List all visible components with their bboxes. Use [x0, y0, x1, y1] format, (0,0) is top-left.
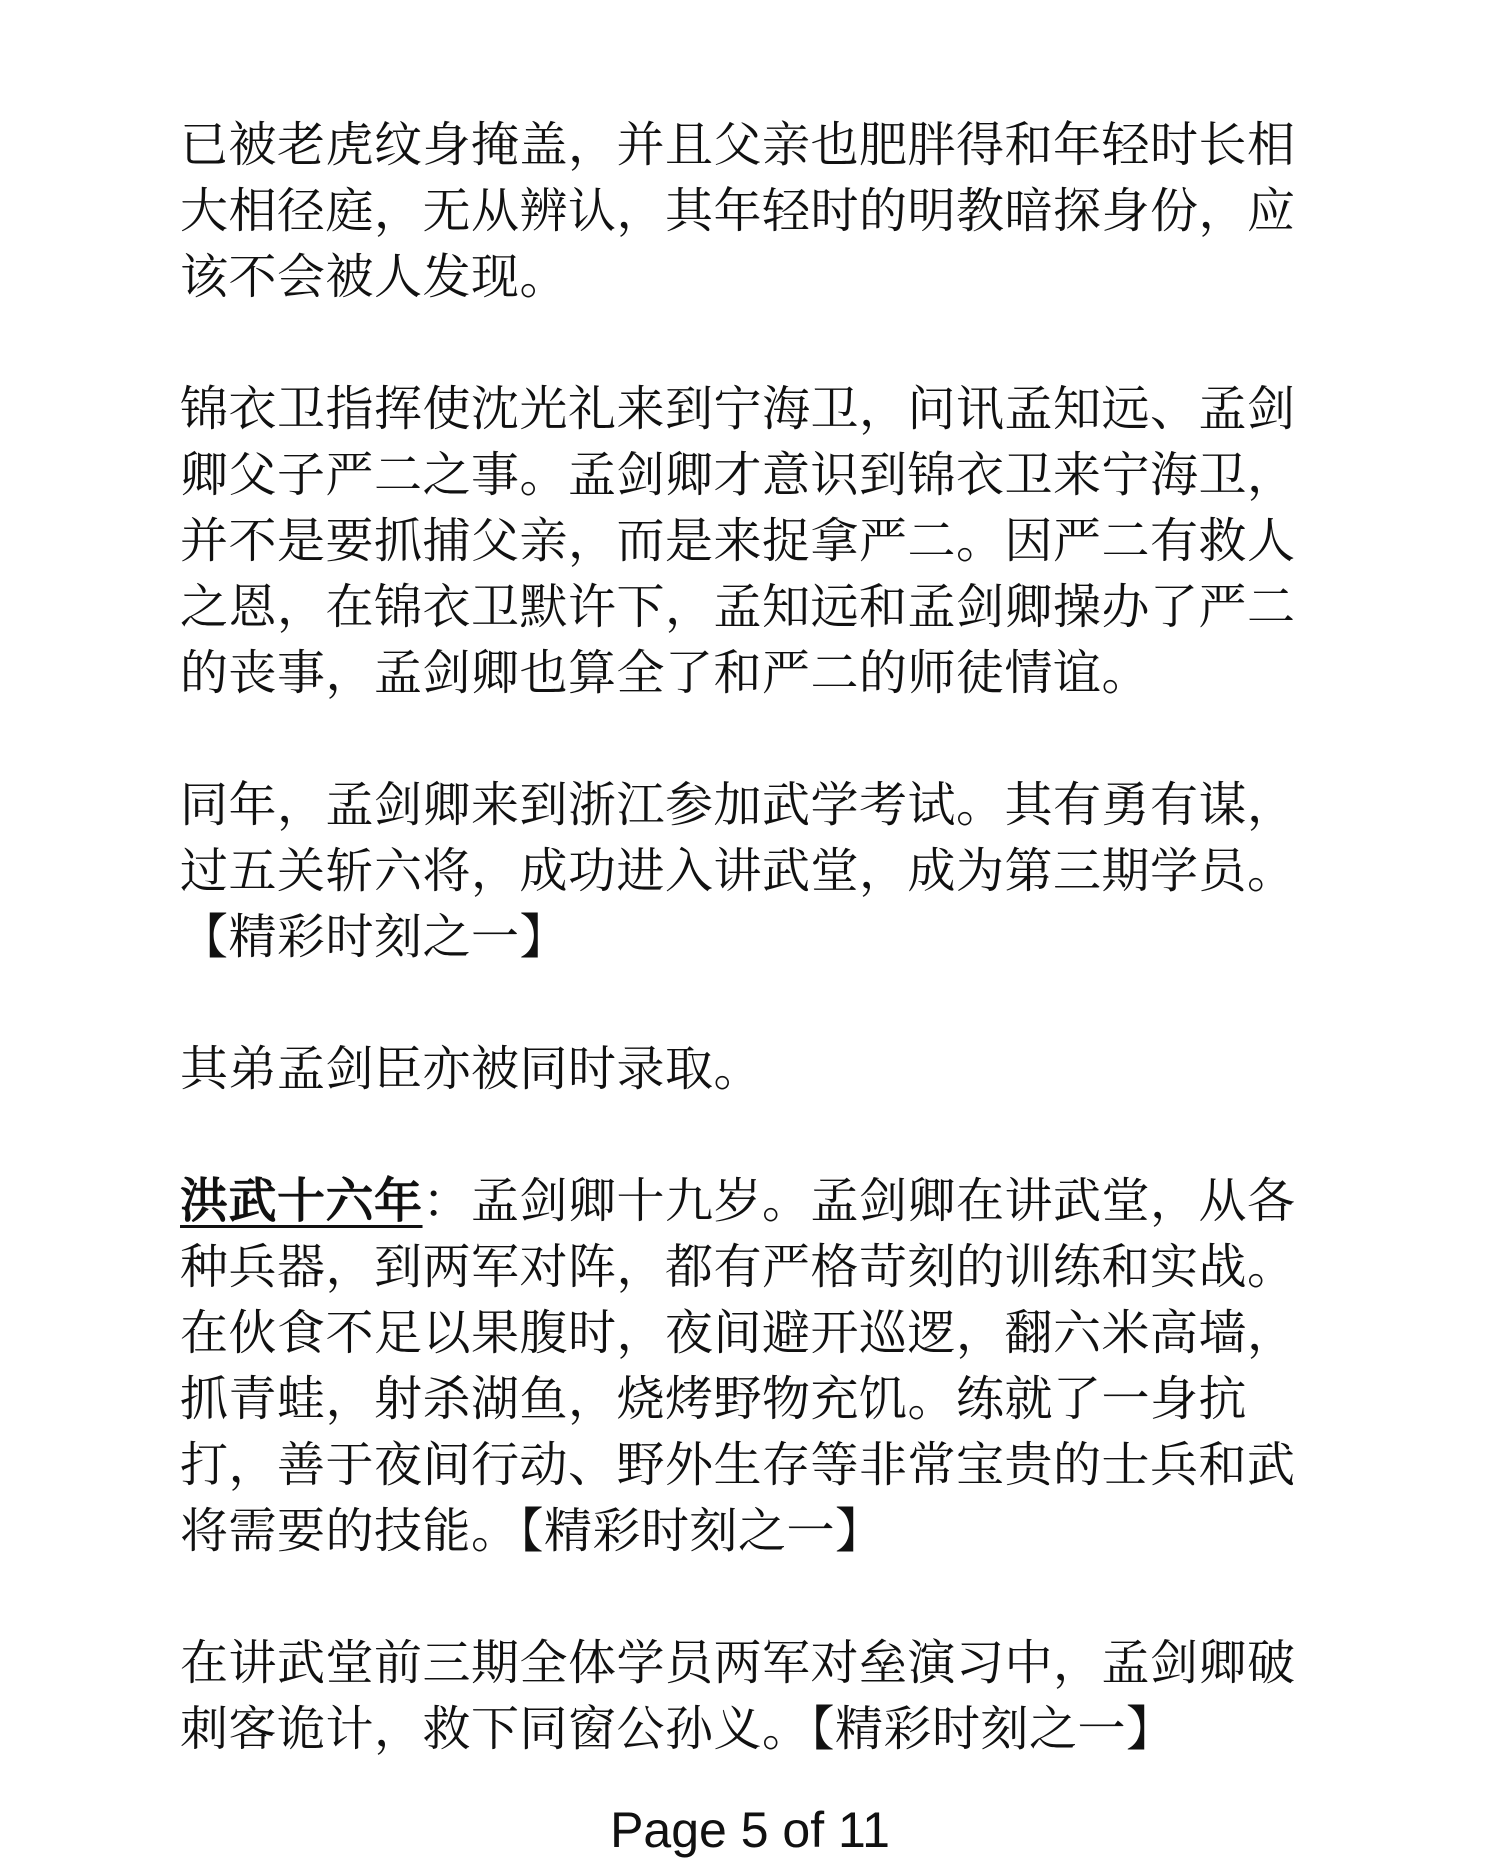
text-line: 锦衣卫指挥使沈光礼来到宁海卫，问讯孟知远、孟剑 — [180, 381, 1296, 437]
text-line: 【精彩时刻之一】 — [180, 909, 569, 965]
page-number: Page 5 of 11 — [610, 1802, 890, 1858]
text-line: 并不是要抓捕父亲，而是来捉拿严二。因严二有救人 — [180, 513, 1296, 569]
text-line: 卿父子严二之事。孟剑卿才意识到锦衣卫来宁海卫， — [180, 447, 1296, 503]
text-line: 刺客诡计，救下同窗公孙义。【精彩时刻之一】 — [180, 1701, 1175, 1757]
text-line: 在讲武堂前三期全体学员两军对垒演习中，孟剑卿破 — [180, 1635, 1296, 1691]
page-body — [180, 112, 1340, 1828]
text-line: 大相径庭，无从辨认，其年轻时的明教暗探身份，应 — [180, 183, 1296, 239]
text-line: 种兵器，到两军对阵，都有严格苛刻的训练和实战。 — [180, 1239, 1296, 1295]
text-line: 的丧事，孟剑卿也算全了和严二的师徒情谊。 — [180, 645, 1151, 701]
text-line: 之恩，在锦衣卫默许下，孟知远和孟剑卿操办了严二 — [180, 579, 1296, 635]
year-label-rest: ：孟剑卿十九岁。孟剑卿在讲武堂，从各 — [422, 1173, 1296, 1229]
text-line: 其弟孟剑臣亦被同时录取。 — [180, 1041, 763, 1097]
text-line: 抓青蛙，射杀湖鱼，烧烤野物充饥。练就了一身抗 — [180, 1371, 1248, 1427]
text-line: 已被老虎纹身掩盖，并且父亲也肥胖得和年轻时长相 — [180, 117, 1296, 173]
text-line: 将需要的技能。【精彩时刻之一】 — [180, 1503, 884, 1559]
text-line: 该不会被人发现。 — [180, 249, 569, 305]
paragraph-brother-admitted — [180, 1036, 1340, 1102]
paragraph-jinyiwei-inquiry — [180, 376, 1340, 706]
year-label: 洪武十六年 — [180, 1173, 423, 1229]
paragraph-tattoo-disguise — [180, 112, 1340, 310]
paragraph-hongwu-16 — [180, 1168, 1340, 1564]
text-line: 打，善于夜间行动、野外生存等非常宝贵的士兵和武 — [180, 1437, 1296, 1493]
text-line: 同年，孟剑卿来到浙江参加武学考试。其有勇有谋， — [180, 777, 1296, 833]
text-line — [180, 1168, 1340, 1234]
text-line: 在伙食不足以果腹时，夜间避开巡逻，翻六米高墙， — [180, 1305, 1296, 1361]
paragraph-drill-rescue — [180, 1630, 1340, 1762]
text-line: 过五关斩六将，成功进入讲武堂，成为第三期学员。 — [180, 843, 1296, 899]
paragraph-military-exam — [180, 772, 1340, 970]
